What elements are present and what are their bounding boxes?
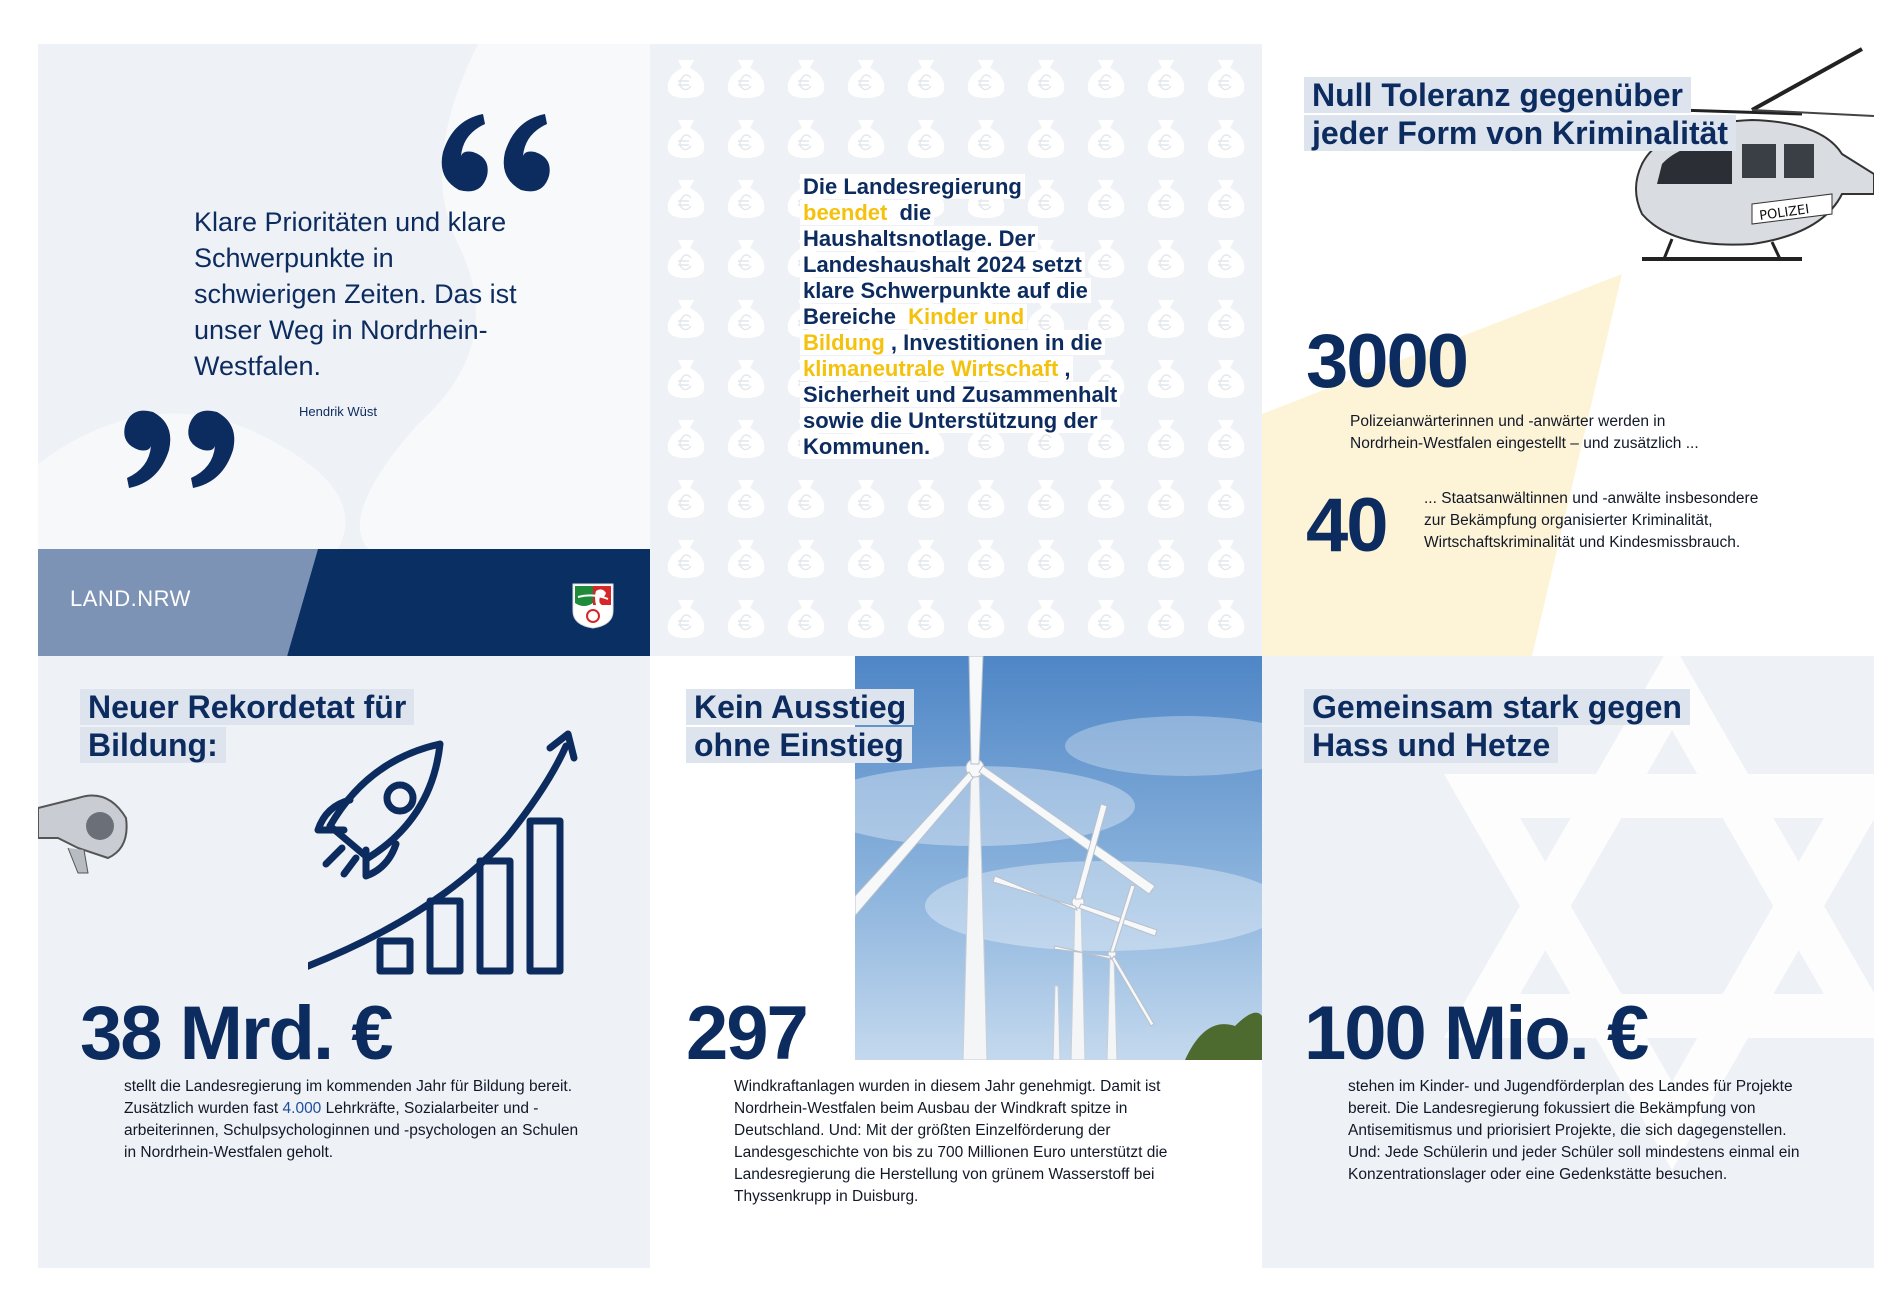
money-bag-icon <box>668 60 704 98</box>
money-bag-icon <box>968 540 1004 578</box>
money-bag-icon <box>1148 480 1184 518</box>
money-bag-icon <box>788 120 824 158</box>
money-bag-icon <box>848 600 884 638</box>
wind-tile <box>650 656 1262 1268</box>
helicopter-label: POLIZEI <box>1758 202 1811 224</box>
money-bag-icon <box>728 360 764 398</box>
money-bag-icon <box>788 600 824 638</box>
police-title: Null Toleranz gegenüber jeder Form von Kriminalität <box>1304 76 1744 152</box>
money-bag-icon <box>668 360 704 398</box>
money-bag-icon <box>1208 60 1244 98</box>
money-bag-icon <box>908 480 944 518</box>
money-bag-icon <box>728 300 764 338</box>
money-bag-icon <box>1028 540 1064 578</box>
budget-highlight: klimaneutrale Wirtschaft <box>800 356 1061 381</box>
money-bag-icon <box>1208 300 1244 338</box>
money-bag-icon <box>668 240 704 278</box>
budget-segment: die Haushaltsnotlage. Der Landeshaushalt 2024 setzt klare Schwerpunkte auf die Bereiche <box>800 200 1091 329</box>
quote-text: Klare Prioritäten und klare Schwerpunkte in schwierigen Zeiten. Das ist unser Weg in Nordrhein-Westfalen. <box>194 207 517 381</box>
money-bag-icon <box>848 120 884 158</box>
money-bag-icon <box>968 120 1004 158</box>
money-bag-icon <box>1148 420 1184 458</box>
money-bag-icon <box>968 480 1004 518</box>
wind-count: 297 <box>686 991 807 1076</box>
education-title: Neuer Rekordetat für Bildung: <box>80 688 520 764</box>
quote-author: Hendrik Wüst <box>299 404 378 419</box>
budget-segment: , Sicherheit und Zusammenhalt sowie die Unterstützung der Kommunen. <box>800 356 1120 459</box>
stat-3000-text: Polizeianwärterinnen und -anwärter werden in Nordrhein-Westfalen eingestellt – und zusätzlich ... <box>1350 413 1699 452</box>
money-bag-icon <box>1208 420 1244 458</box>
money-bag-icon <box>1208 240 1244 278</box>
stat-40-text: ... Staatsanwältinnen und -anwälte insbesondere zur Bekämpfung organisierter Kriminalität, Wirtschaftskriminalität und Kindesmissbrauch. <box>1424 490 1759 551</box>
money-bag-icon <box>908 540 944 578</box>
money-bag-icon <box>788 480 824 518</box>
money-bag-icon <box>1208 600 1244 638</box>
money-bag-icon <box>1148 600 1184 638</box>
money-bag-icon <box>668 300 704 338</box>
money-bag-icon <box>1028 600 1064 638</box>
money-bag-icon <box>1148 180 1184 218</box>
money-bag-icon <box>728 480 764 518</box>
money-bag-icon <box>728 540 764 578</box>
brand-bar <box>38 549 650 656</box>
education-tile <box>38 656 650 1268</box>
money-bag-icon <box>1148 360 1184 398</box>
police-tile <box>1262 44 1874 656</box>
hate-text: stehen im Kinder- und Jugendförderplan des Landes für Projekte bereit. Die Landesregierung fokussiert die Bekämpfung von Antisemitismus und priorisiert Projekte, die sich dagegenstellen. Und: Jede Schülerin und jeder Schüler soll mindestens einmal ein Konzentrationslager oder eine Gedenkstätte besuchen. <box>1348 1078 1800 1183</box>
hate-tile <box>1262 656 1874 1268</box>
money-bag-icon <box>1088 600 1124 638</box>
helicopter-fragment-image <box>38 768 133 878</box>
money-bag-icon <box>968 60 1004 98</box>
money-bag-icon <box>1148 240 1184 278</box>
money-bag-icon <box>1088 60 1124 98</box>
money-bag-icon <box>1148 300 1184 338</box>
money-bag-icon <box>1028 120 1064 158</box>
wind-title: Kein Ausstieg ohne Einstieg <box>686 688 986 764</box>
money-bag-icon <box>668 600 704 638</box>
money-bag-icon <box>668 480 704 518</box>
hate-title: Gemeinsam stark gegen Hass und Hetze <box>1304 688 1744 764</box>
money-bag-icon <box>728 60 764 98</box>
money-bag-icon <box>668 180 704 218</box>
money-bag-icon <box>1148 60 1184 98</box>
money-bag-icon <box>728 240 764 278</box>
money-bag-icon <box>848 480 884 518</box>
budget-highlight: beendet <box>800 200 890 225</box>
money-bag-icon <box>1208 360 1244 398</box>
money-bag-icon <box>1028 60 1064 98</box>
money-bag-icon <box>968 600 1004 638</box>
hate-amount: 100 Mio. € <box>1304 991 1648 1076</box>
brand-name: LAND.NRW <box>70 586 191 611</box>
budget-segment: Die Landesregierung <box>800 174 1025 199</box>
money-bag-icon <box>908 60 944 98</box>
budget-statement <box>800 174 1120 460</box>
money-bag-icon <box>728 600 764 638</box>
money-bag-icon <box>668 540 704 578</box>
quote-tile <box>38 44 650 656</box>
nrw-crest-icon <box>572 583 614 629</box>
stat-40-number: 40 <box>1306 483 1387 568</box>
stat-3000-number: 3000 <box>1306 319 1468 404</box>
money-bag-icon <box>728 180 764 218</box>
budget-highlight: Kinder und Bildung <box>800 304 1027 355</box>
budget-tile <box>650 44 1262 656</box>
money-bag-icon <box>848 540 884 578</box>
money-bag-icon <box>1208 480 1244 518</box>
money-bag-icon <box>1088 540 1124 578</box>
money-bag-icon <box>1208 540 1244 578</box>
budget-segment: , Investitionen in die <box>888 330 1105 355</box>
money-bag-icon <box>1028 480 1064 518</box>
money-bag-icon <box>1148 540 1184 578</box>
money-bag-icon <box>668 120 704 158</box>
money-bag-icon <box>668 420 704 458</box>
wind-text: Windkraftanlagen wurden in diesem Jahr genehmigt. Damit ist Nordrhein-Westfalen beim Ausbau der Windkraft spitze in Deutschland. Und: Mit der größten Einzelförderung der Landesgeschichte von bis zu 700 Millionen Euro unterstützt die Landesregierung die Herstellung von grünem Wasserstoff bei Thyssenkrupp in Duisburg. <box>734 1078 1168 1205</box>
rocket-growth-chart-icon <box>308 726 618 986</box>
money-bag-icon <box>1208 120 1244 158</box>
money-bag-icon <box>788 60 824 98</box>
money-bag-icon <box>728 420 764 458</box>
money-bag-icon <box>728 120 764 158</box>
education-text: stellt die Landesregierung im kommenden Jahr für Bildung bereit. Zusätzlich wurden fast 4.000 Lehrkräfte, Sozialarbeiter und -arbeiterinnen, Schulpsychologinnen und -psychologen an Schulen in Nordrhein-Westfalen geholt. <box>124 1078 579 1161</box>
money-bag-icon <box>908 600 944 638</box>
money-bag-icon <box>788 540 824 578</box>
education-amount: 38 Mrd. € <box>80 991 392 1076</box>
opening-quote-icon <box>433 106 553 198</box>
money-bag-icon <box>1148 120 1184 158</box>
money-bag-icon <box>848 60 884 98</box>
money-bag-icon <box>908 120 944 158</box>
closing-quote-icon <box>121 404 245 496</box>
money-bag-icon <box>1088 480 1124 518</box>
money-bag-icon <box>1088 120 1124 158</box>
money-bag-icon <box>1208 180 1244 218</box>
